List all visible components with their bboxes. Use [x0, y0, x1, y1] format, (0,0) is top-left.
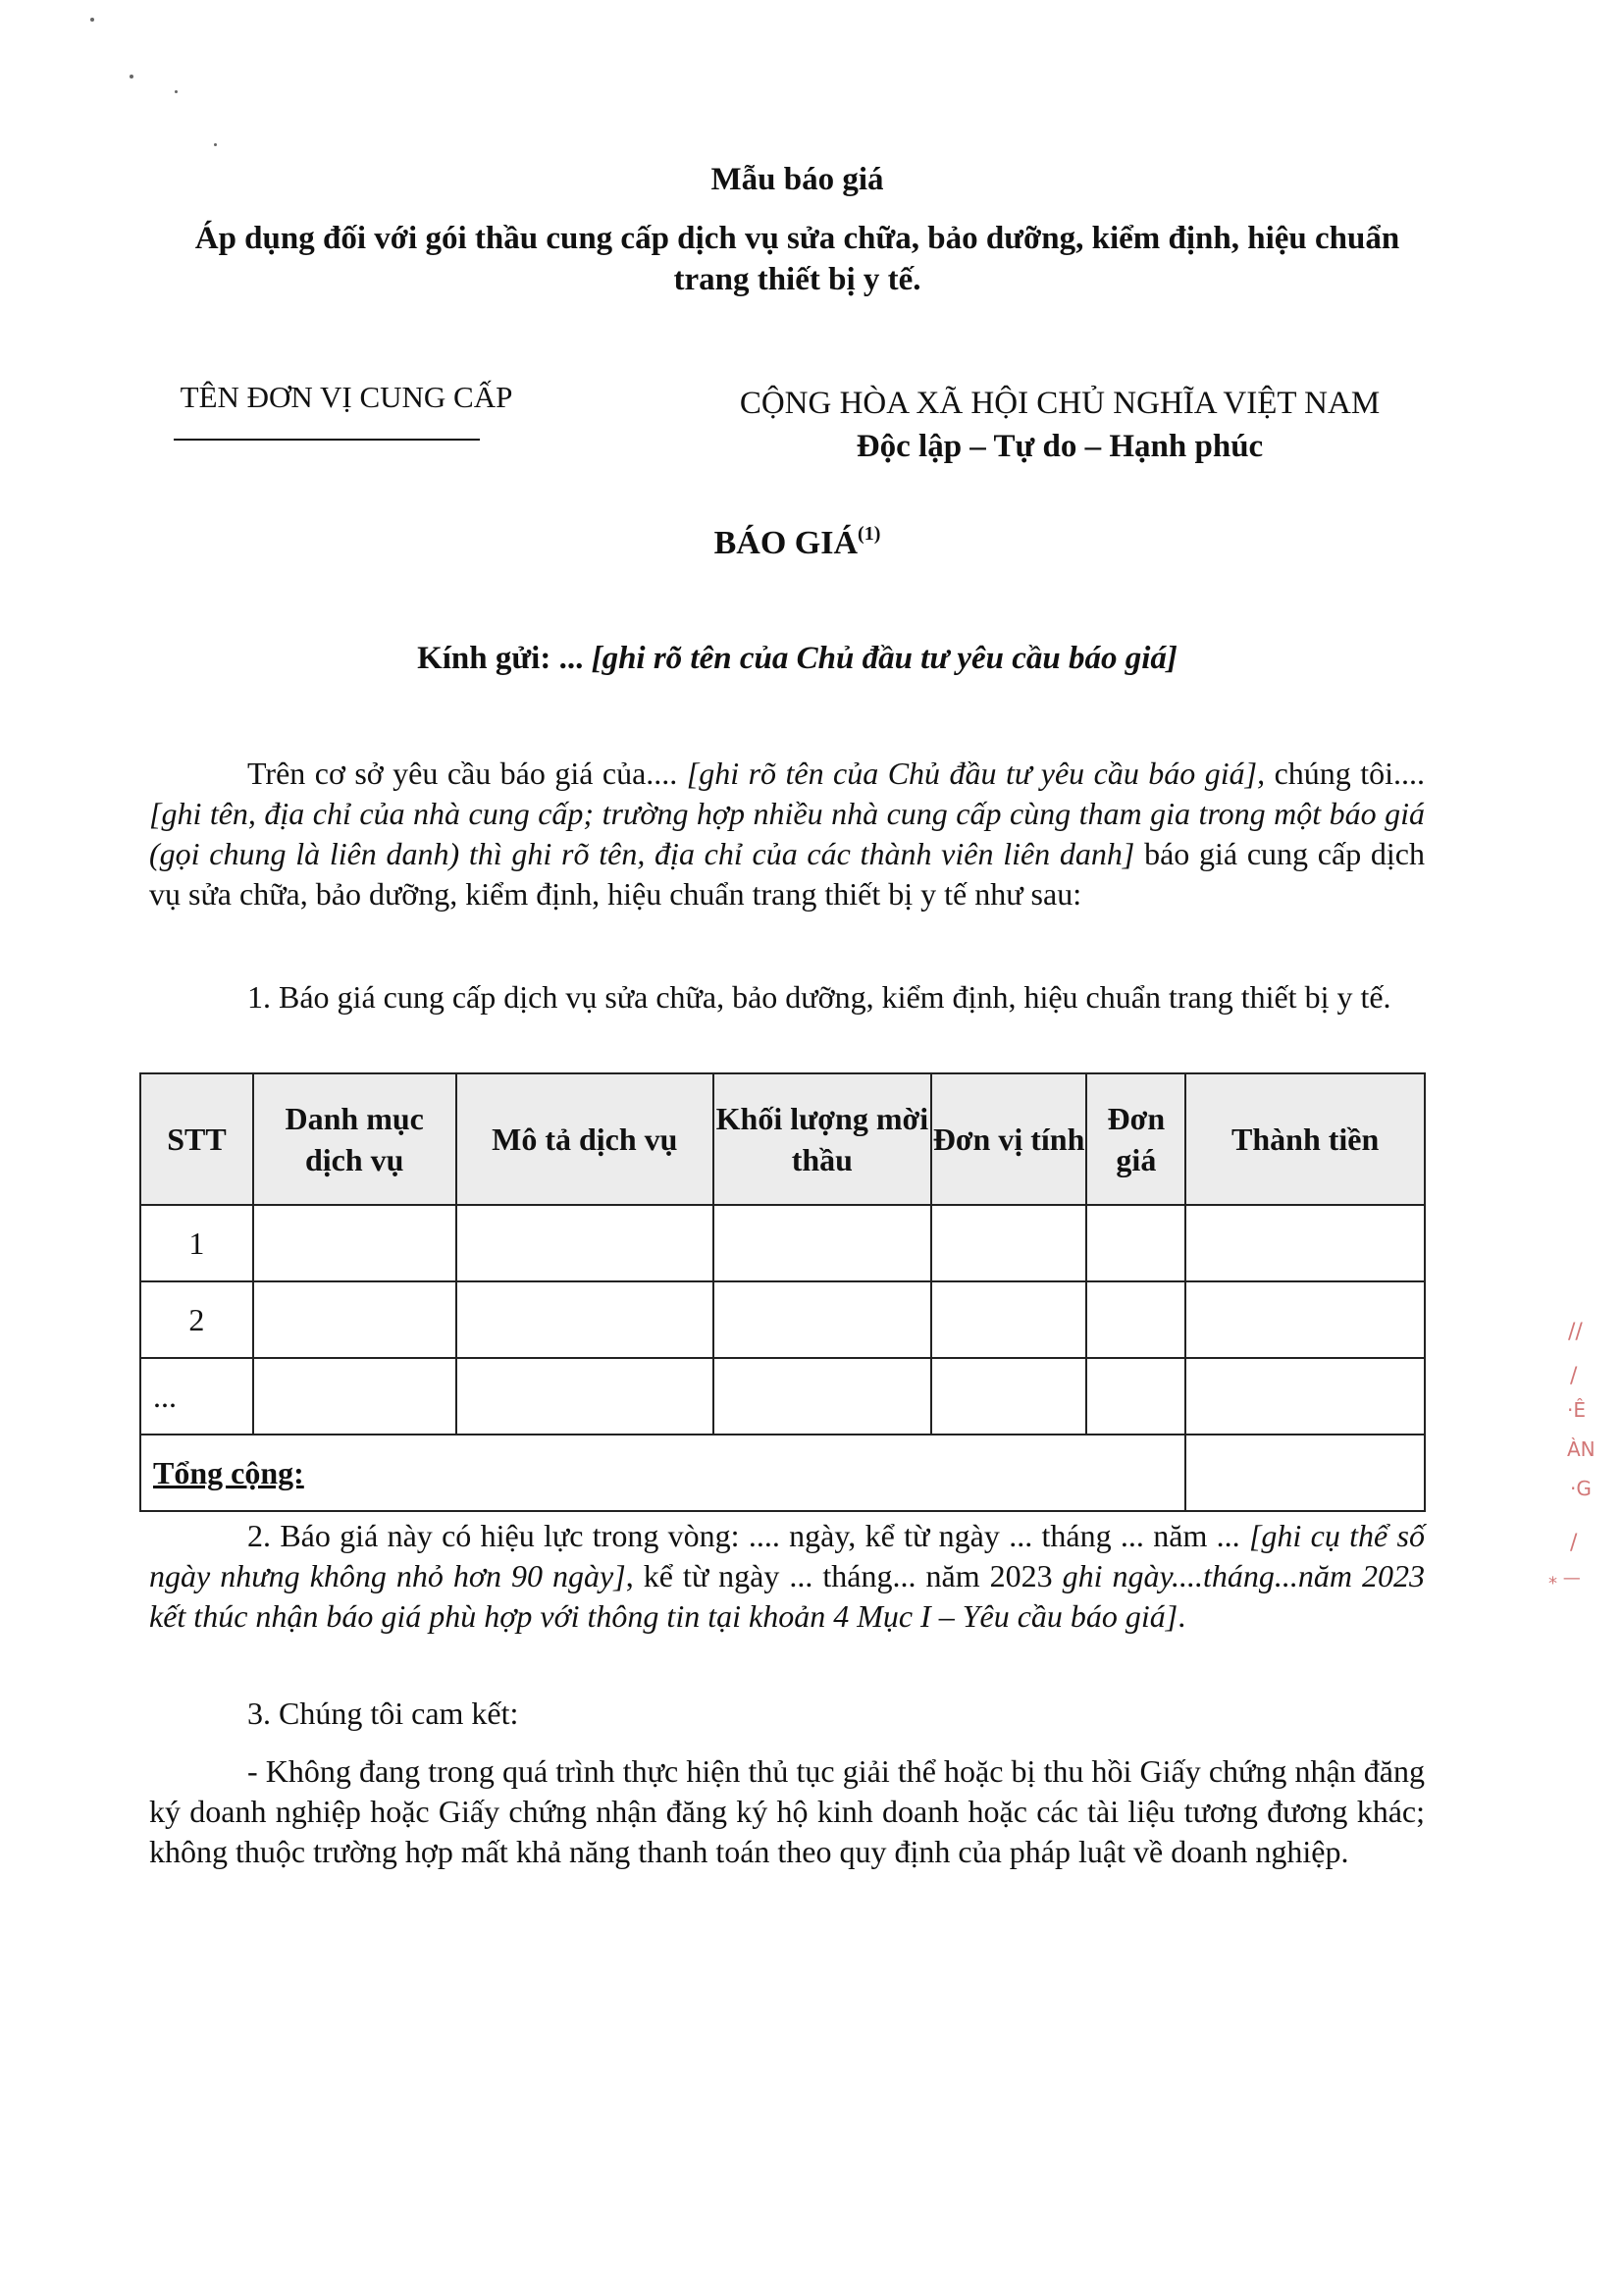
- table-row: [140, 1358, 1425, 1435]
- stamp-fragment: /: [1570, 1364, 1578, 1388]
- intro-text-3: báo giá cung cấp dịch vụ sửa chữa, bảo dưỡng, kiểm định, hiệu chuẩn trang thiết bị y tế như sau:: [149, 836, 1426, 912]
- section-1-heading: 1. Báo giá cung cấp dịch vụ sửa chữa, bảo dưỡng, kiểm định, hiệu chuẩn trang thiết bị y tế.: [247, 979, 1391, 1015]
- nation-name: CỘNG HÒA XÃ HỘI CHỦ NGHĨA VIỆT NAM: [739, 386, 1381, 421]
- form-subtitle: Áp dụng đối với gói thầu cung cấp dịch vụ sửa chữa, bảo dưỡng, kiểm định, hiệu chuẩn trang thiết bị y tế.: [194, 221, 1400, 297]
- table-cell: [1086, 1358, 1185, 1435]
- section-2-validity: [149, 1516, 1425, 1637]
- nation-motto: Độc lập – Tự do – Hạnh phúc: [856, 429, 1264, 464]
- stamp-fragment: /: [1570, 1531, 1578, 1555]
- table-cell: [456, 1358, 714, 1435]
- col-amount: Thành tiền: [1185, 1073, 1425, 1205]
- table-cell: [253, 1281, 456, 1358]
- table-cell: [713, 1281, 931, 1358]
- commitment-item-1: - Không đang trong quá trình thực hiện thủ tục giải thể hoặc bị thu hồi Giấy chứng nhận đăng ký doanh nghiệp hoặc Giấy chứng nhận đăng ký hộ kinh doanh hoặc các tài liệu tương đương khác; không thuộc trường hợp mất khả năng thanh toán theo quy định của pháp luật về doanh nghiệp.: [149, 1753, 1425, 1869]
- quote-title: [0, 523, 1595, 562]
- col-unit-price: Đơn giá: [1086, 1073, 1185, 1205]
- quote-title-footnote: (1): [858, 523, 881, 545]
- validity-hint-1: [ghi cụ thể số ngày nhưng không nhỏ hơn 90 ngày]: [149, 1518, 1426, 1593]
- validity-hint-2: ghi ngày....tháng...năm 2023 kết thúc nhận báo giá phù hợp với thông tin tại khoản 4 Mục I – Yêu cầu báo giá]: [149, 1558, 1425, 1634]
- scan-speck: [175, 90, 178, 93]
- addressee-hint: [ghi rõ tên của Chủ đầu tư yêu cầu báo giá]: [583, 641, 1178, 676]
- table-cell: [1086, 1281, 1185, 1358]
- intro-text-2: chúng tôi....: [1265, 756, 1426, 791]
- validity-text-3: .: [1178, 1598, 1186, 1634]
- table-cell: [253, 1205, 456, 1281]
- table-header-row: [140, 1073, 1425, 1205]
- table-cell: [456, 1205, 714, 1281]
- table-row: [140, 1281, 1425, 1358]
- national-motto: [667, 382, 1452, 468]
- col-service-list: Danh mục dịch vụ: [253, 1073, 456, 1205]
- supplier-unit-name: TÊN ĐƠN VỊ CUNG CẤP: [180, 380, 513, 414]
- table-cell: [1185, 1358, 1425, 1435]
- col-unit: Đơn vị tính: [931, 1073, 1087, 1205]
- intro-text-1: Trên cơ sở yêu cầu báo giá của....: [247, 756, 678, 791]
- table-cell: [1185, 1281, 1425, 1358]
- stamp-fragment: ·G: [1570, 1477, 1592, 1500]
- addressee-line: [0, 641, 1595, 677]
- total-amount-cell: [1185, 1435, 1425, 1511]
- table-cell: [1185, 1205, 1425, 1281]
- row-stt: 2: [140, 1281, 253, 1358]
- scan-speck: [90, 18, 94, 22]
- table-cell: [931, 1281, 1087, 1358]
- form-title: Mẫu báo giá: [710, 162, 884, 197]
- col-quantity: Khối lượng mời thầu: [713, 1073, 931, 1205]
- table-cell: [456, 1281, 714, 1358]
- stamp-fragment: //: [1568, 1320, 1583, 1344]
- table-cell: [1086, 1205, 1185, 1281]
- stamp-fragment: ⁎ —: [1548, 1568, 1581, 1589]
- stamp-fragment: ·Ê: [1567, 1398, 1586, 1422]
- intro-hint-2: [ghi tên, địa chỉ của nhà cung cấp; trường hợp nhiều nhà cung cấp cùng tham gia trong một báo giá (gọi chung là liên danh) thì ghi rõ tên, địa chỉ của các thành viên liên danh]: [149, 796, 1425, 871]
- row-stt: 1: [140, 1205, 253, 1281]
- addressee-label: Kính gửi: ...: [417, 641, 584, 676]
- scan-speck: [214, 143, 217, 146]
- unit-name-underline: [174, 439, 480, 441]
- row-stt: ...: [140, 1358, 253, 1435]
- quote-table: [139, 1072, 1426, 1512]
- section-3-heading: 3. Chúng tôi cam kết:: [247, 1696, 519, 1731]
- total-label: Tổng cộng:: [140, 1435, 1185, 1511]
- table-total-row: [140, 1435, 1425, 1511]
- scan-speck: [130, 75, 133, 78]
- table-cell: [931, 1205, 1087, 1281]
- intro-paragraph: [149, 754, 1425, 914]
- quote-title-text: BÁO GIÁ: [713, 525, 859, 561]
- table-cell: [931, 1358, 1087, 1435]
- table-cell: [253, 1358, 456, 1435]
- validity-text-2: , kể từ ngày ... tháng... năm 2023: [625, 1558, 1063, 1593]
- col-stt: STT: [140, 1073, 253, 1205]
- col-service-description: Mô tả dịch vụ: [456, 1073, 714, 1205]
- stamp-fragment: ÀN: [1567, 1437, 1596, 1461]
- validity-text-1: 2. Báo giá này có hiệu lực trong vòng: .... ngày, kể từ ngày ... tháng ... năm ...: [247, 1518, 1249, 1553]
- table-row: [140, 1205, 1425, 1281]
- table-cell: [713, 1358, 931, 1435]
- intro-hint-1: [ghi rõ tên của Chủ đầu tư yêu cầu báo giá],: [677, 756, 1266, 791]
- table-cell: [713, 1205, 931, 1281]
